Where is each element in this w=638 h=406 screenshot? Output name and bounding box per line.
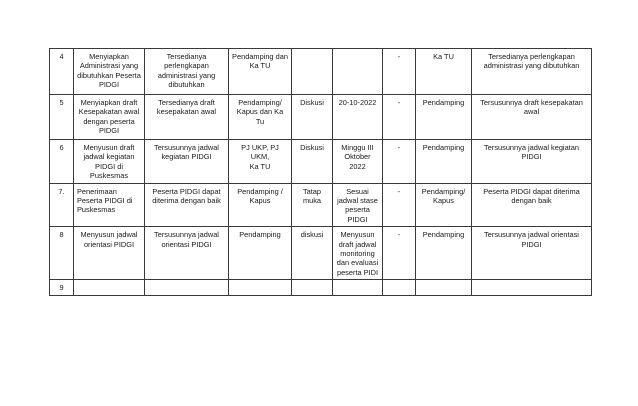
output-cell: Tersedianya perlengkapan administrasi yang dibutuhkan	[145, 49, 229, 95]
responsible-cell: Pendamping	[416, 95, 472, 140]
activity-cell: Menyiapkan draft Kesepakatan awal dengan peserta PIDGI	[74, 95, 145, 140]
responsible-cell: Pendamping	[416, 140, 472, 184]
indicator-cell	[472, 280, 592, 295]
table-row	[50, 280, 592, 295]
activity-cell	[74, 280, 145, 295]
method-cell: Diskusi	[292, 95, 333, 140]
indicator-cell: Tersusunnya draft kesepakatan awal	[472, 95, 592, 140]
person-in-charge-cell	[229, 280, 292, 295]
time-cell: 20-10-2022	[333, 95, 383, 140]
method-cell	[292, 49, 333, 95]
responsible-cell	[416, 280, 472, 295]
method-cell: Tatap muka	[292, 183, 333, 227]
row-number: 8	[50, 227, 74, 280]
activity-cell: Menyiapkan Administrasi yang dibutuhkan Peserta PIDGI	[74, 49, 145, 95]
activity-cell: Menyusun jadwal orientasi PIDGI	[74, 227, 145, 280]
indicator-cell: Peserta PIDGI dapat diterima dengan baik	[472, 183, 592, 227]
cost-cell: -	[383, 183, 416, 227]
cost-cell: -	[383, 140, 416, 184]
row-number: 9	[50, 280, 74, 295]
activity-cell: Menyusun draft jadwal kegiatan PIDGI di Puskesmas	[74, 140, 145, 184]
responsible-cell: Pendamping/ Kapus	[416, 183, 472, 227]
row-number: 7.	[50, 183, 74, 227]
person-in-charge-cell: Pendamping	[229, 227, 292, 280]
responsible-cell: Ka TU	[416, 49, 472, 95]
table-row	[50, 49, 592, 95]
cost-cell	[383, 280, 416, 295]
method-cell	[292, 280, 333, 295]
method-cell: Diskusi	[292, 140, 333, 184]
person-in-charge-cell: Pendamping dan Ka TU	[229, 49, 292, 95]
responsible-cell: Pendamping	[416, 227, 472, 280]
indicator-cell: Tersusunnya jadwal orientasi PIDGI	[472, 227, 592, 280]
time-cell	[333, 49, 383, 95]
indicator-cell: Tersusunnya jadwal kegiatan PIDGI	[472, 140, 592, 184]
cost-cell: -	[383, 49, 416, 95]
table-row	[50, 183, 592, 227]
person-in-charge-cell: Pendamping / Kapus	[229, 183, 292, 227]
time-cell: Menyusun draft jadwal monitoring dan evaluasi peserta PIDI	[333, 227, 383, 280]
row-number: 4	[50, 49, 74, 95]
row-number: 5	[50, 95, 74, 140]
table-row	[50, 95, 592, 140]
table-row	[50, 227, 592, 280]
cost-cell: -	[383, 227, 416, 280]
output-cell: Peserta PIDGI dapat diterima dengan baik	[145, 183, 229, 227]
activity-table	[49, 48, 592, 296]
cost-cell: -	[383, 95, 416, 140]
row-number: 6	[50, 140, 74, 184]
time-cell	[333, 280, 383, 295]
output-cell: Tersusunnya jadwal kegiatan PIDGI	[145, 140, 229, 184]
person-in-charge-cell: Pendamping/ Kapus dan Ka Tu	[229, 95, 292, 140]
activity-cell: Penerimaan Peserta PIDGI di Puskesmas	[74, 183, 145, 227]
table-row	[50, 140, 592, 184]
person-in-charge-cell: PJ UKP, PJ UKM, Ka TU	[229, 140, 292, 184]
output-cell: Tersusunnya jadwal orientasi PIDGI	[145, 227, 229, 280]
output-cell	[145, 280, 229, 295]
method-cell: diskusi	[292, 227, 333, 280]
indicator-cell: Tersedianya perlengkapan administrasi yang dibutuhkan	[472, 49, 592, 95]
time-cell: Minggu III Oktober 2022	[333, 140, 383, 184]
output-cell: Tersedianya draft kesepakatan awal	[145, 95, 229, 140]
time-cell: Sesuai jadwal stase peserta PIDGI	[333, 183, 383, 227]
